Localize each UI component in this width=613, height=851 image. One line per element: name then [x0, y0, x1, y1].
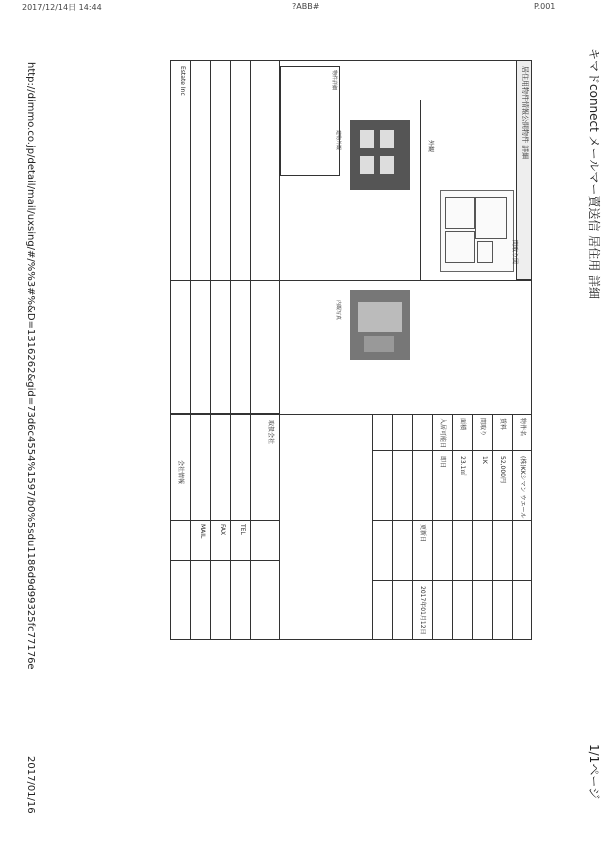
interior-photo: [350, 290, 410, 360]
floor-plan-label: 間取り図: [511, 240, 518, 265]
summary-movein-label: 入居可能日: [439, 418, 446, 449]
print-date: 2017/01/16: [25, 756, 36, 814]
details-label: 物件詳細: [331, 70, 337, 91]
page-url: http://dimmo.co.jp/detail/mail/uxsing/#/%%3#%&D=1316262&gid=73d6c4554%1597/b0%5sdu1186d9d99325fc77176e: [25, 62, 36, 670]
print-timestamp: 2017/12/14日 14:44: [22, 3, 102, 12]
summary-name-value: (株)KKシマン ウエール: [519, 456, 526, 519]
photo1-label: 建物外観: [335, 130, 341, 151]
print-header-center: ?ABB#: [292, 2, 320, 11]
divider: [420, 100, 421, 280]
floor-plan: [440, 190, 514, 272]
summary-price-label: 賃料: [499, 418, 506, 431]
contact-company-label: 取扱会社: [267, 420, 274, 445]
footer-right: 会社情報: [177, 460, 184, 485]
summary-name-label: 物件名: [519, 418, 526, 437]
exterior-label: 外観: [427, 140, 434, 153]
photo2-label: 内観写真: [335, 300, 341, 321]
info-block: [170, 60, 280, 414]
summary-movein-value: 即日: [439, 456, 446, 469]
summary-layout-value: 1K: [481, 456, 488, 464]
summary-price-value: 52,000円: [499, 456, 506, 483]
contact-fax-label: FAX: [219, 524, 226, 536]
summary-updated-label: 更新日: [419, 524, 426, 543]
contact-mail-label: MAIL: [199, 524, 206, 539]
summary-area-label: 面積: [459, 418, 466, 431]
print-page-number: P.001: [534, 2, 556, 11]
building-photo: [350, 120, 410, 190]
page-count: 1/1ページ: [587, 744, 601, 800]
top-banner: 居住用物件情報公開物件 詳細: [521, 66, 529, 160]
summary-layout-label: 間取り: [479, 418, 486, 437]
document-title: キマドconnect メールマー賣送信 居住用 詳細: [587, 48, 601, 300]
summary-updated-value: 2017年01月12日: [419, 586, 426, 635]
summary-area-value: 23.1㎡: [459, 456, 466, 476]
contact-tel-label: TEL: [239, 524, 246, 535]
footer-left: Estate Inc: [179, 66, 186, 96]
